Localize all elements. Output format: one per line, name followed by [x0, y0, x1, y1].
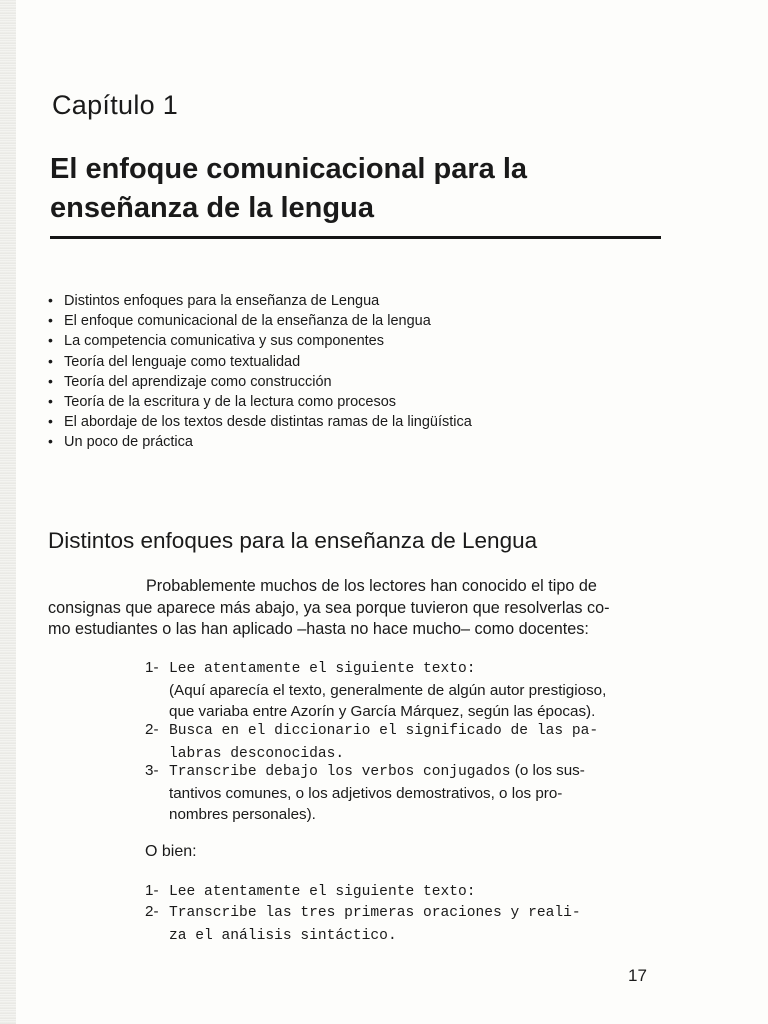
exercise-item	[145, 657, 665, 722]
topic-text: Un poco de práctica	[64, 434, 193, 451]
topic-text: Teoría del lenguaje como textualidad	[64, 353, 301, 370]
chapter-title	[50, 150, 650, 228]
bullet-icon: •	[48, 413, 53, 430]
topic-item	[48, 351, 472, 371]
intro-line-1: Probablemente muchos de los lectores han conocido el tipo de	[146, 577, 597, 595]
topic-item	[48, 371, 472, 391]
exercise-item	[145, 719, 665, 765]
topic-text: La competencia comunicativa y sus componentes	[64, 333, 384, 350]
section-heading: Distintos enfoques para la enseñanza de Lengua	[48, 528, 538, 553]
intro-line-2: consignas que aparece más abajo, ya sea porque tuvieron que resolverlas co-	[48, 598, 610, 617]
exercise-instruction: Lee atentamente el siguiente texto:	[169, 661, 476, 677]
title-rule	[50, 236, 661, 239]
title-line-2: enseñanza de la lengua	[50, 192, 374, 224]
bullet-icon: •	[48, 372, 53, 389]
exercise-text-line-3: nombres personales).	[169, 806, 316, 823]
exercise-instruction-line-1: Busca en el diccionario el significado de las pa-	[169, 723, 599, 739]
topic-text: Distintos enfoques para la enseñanza de Lengua	[64, 293, 380, 309]
exercise-note-line-2: que variaba entre Azorín y García Márquez, según las épocas).	[169, 703, 596, 720]
exercise-instruction: Transcribe debajo los verbos conjugados	[169, 764, 511, 780]
bullet-icon: •	[48, 332, 53, 349]
exercise-instruction-line-2: labras desconocidas.	[169, 746, 345, 762]
topic-text: Teoría del aprendizaje como construcción	[64, 373, 332, 390]
exercise-number: 2-	[145, 903, 159, 920]
topic-item	[48, 330, 472, 350]
scan-edge-artifact	[0, 0, 16, 1024]
topic-item	[48, 310, 472, 330]
exercise-text-line-2: tantivos comunes, o los adjetivos demostrativos, o los pro-	[169, 785, 563, 802]
intro-line-3: mo estudiantes o las han aplicado –hasta no hace mucho– como docentes:	[48, 620, 589, 638]
title-line-1: El enfoque comunicacional para la	[50, 153, 528, 185]
bullet-icon: •	[48, 312, 53, 329]
exercise-number: 2-	[145, 721, 159, 738]
topic-text: El abordaje de los textos desde distintas ramas de la lingüística	[64, 414, 472, 431]
alternative-label: O bien:	[145, 843, 197, 860]
exercise-note-line-1: (Aquí aparecía el texto, generalmente de algún autor prestigioso,	[169, 682, 607, 699]
bullet-icon: •	[48, 433, 53, 450]
exercise-number: 1-	[145, 882, 159, 899]
bullet-icon: •	[48, 292, 53, 308]
intro-paragraph	[48, 576, 660, 641]
topic-item	[48, 391, 472, 411]
exercise-number: 1-	[145, 659, 159, 676]
exercise-item	[145, 760, 665, 825]
bullet-icon: •	[48, 352, 53, 369]
topic-text: Teoría de la escritura y de la lectura como procesos	[64, 393, 397, 410]
chapter-label: Capítulo 1	[52, 90, 179, 120]
exercise-item	[145, 880, 665, 903]
topic-item	[48, 290, 472, 310]
topic-item	[48, 431, 472, 451]
bullet-icon: •	[48, 392, 53, 409]
topic-item	[48, 411, 472, 431]
topic-text: El enfoque comunicacional de la enseñanza de la lengua	[64, 313, 431, 330]
exercise-instruction-line-1: Transcribe las tres primeras oraciones y reali-	[169, 905, 581, 921]
page-number: 17	[628, 966, 647, 985]
exercise-text-suffix: (o los sus-	[510, 762, 585, 779]
exercise-number: 3-	[145, 762, 159, 779]
exercise-instruction-line-2: za el análisis sintáctico.	[169, 928, 397, 944]
exercise-instruction: Lee atentamente el siguiente texto:	[169, 884, 476, 900]
chapter-topic-list	[48, 290, 472, 452]
exercise-item	[145, 901, 665, 947]
